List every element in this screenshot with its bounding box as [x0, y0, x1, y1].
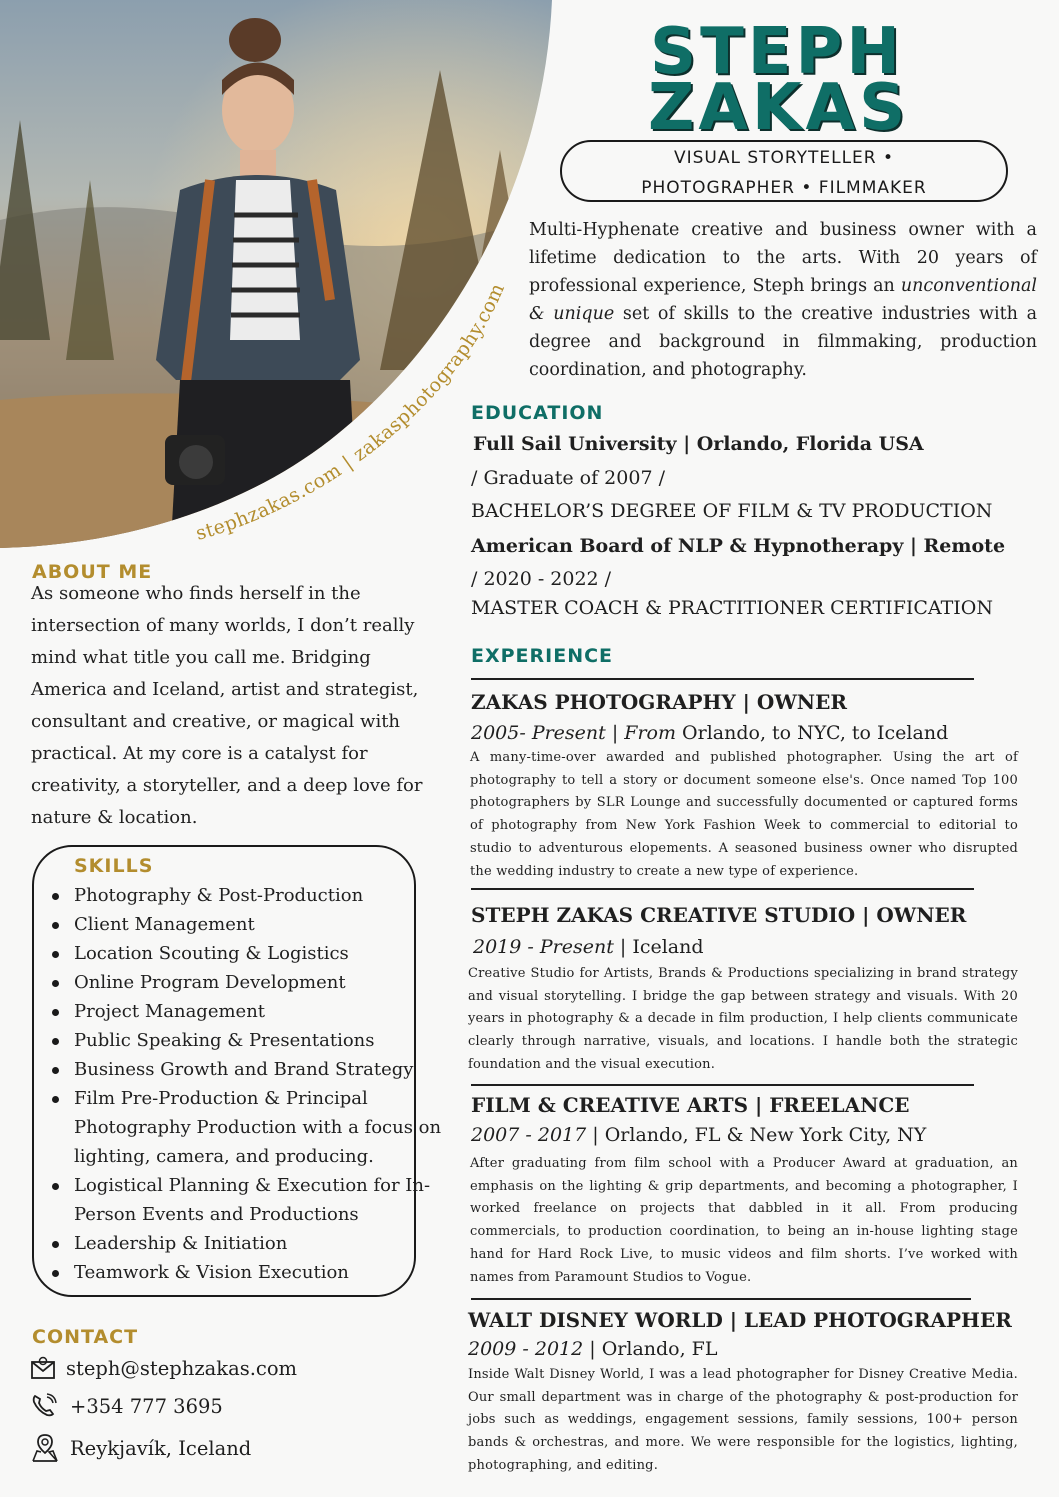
job-title-1: ZAKAS PHOTOGRAPHY | OWNER — [471, 690, 847, 714]
contact-phone-row — [30, 1393, 223, 1419]
job-dates-3: 2007 - 2017 — [471, 1124, 587, 1146]
tagline-line-1: VISUAL STORYTELLER • — [673, 148, 895, 168]
map-pin-icon — [30, 1433, 60, 1463]
job-title-4: WALT DISNEY WORLD | LEAD PHOTOGRAPHER — [468, 1308, 1012, 1332]
education-dates-1: / Graduate of 2007 / — [471, 467, 665, 489]
skill-item: Business Growth and Brand Strategy — [74, 1055, 442, 1084]
about-heading: ABOUT ME — [32, 561, 153, 583]
divider — [471, 1298, 971, 1300]
job-sep-2: | — [613, 936, 633, 958]
job-meta-4 — [468, 1338, 717, 1360]
about-text: As someone who finds herself in the intersection of many worlds, I don’t really mind what title you call me. Bridging America and Iceland, artist and strategist, consultant and creative, or magical with practical. At my core is a catalyst for creativity, a storyteller, and a deep love for nature & location. — [31, 583, 423, 828]
divider — [471, 678, 974, 680]
skills-list — [44, 881, 442, 1287]
contact-location: Reykjavík, Iceland — [70, 1436, 252, 1460]
intro-paragraph — [529, 216, 1037, 384]
skill-item: Client Management — [74, 910, 442, 939]
tagline-pill — [560, 140, 1008, 202]
job-location-3: Orlando, FL & New York City, NY — [604, 1124, 927, 1146]
contact-phone[interactable]: +354 777 3695 — [70, 1394, 223, 1418]
education-school-2: American Board of NLP & Hypnotherapy | Remote — [471, 535, 1006, 557]
contact-email-row — [30, 1356, 297, 1380]
skill-item: Logistical Planning & Execution for In-Person Events and Productions — [74, 1171, 442, 1229]
skills-heading: SKILLS — [74, 855, 154, 877]
skill-item: Film Pre-Production & Principal Photography Production with a focus on lighting, camera, and producing. — [74, 1084, 442, 1171]
education-degree-2: MASTER COACH & PRACTITIONER CERTIFICATION — [471, 597, 993, 619]
skill-item: Leadership & Initiation — [74, 1229, 442, 1258]
education-heading: EDUCATION — [471, 402, 604, 424]
job-sep-1: | — [605, 722, 625, 744]
contact-email[interactable]: steph@stephzakas.com — [66, 1356, 298, 1380]
skill-item: Online Program Development — [74, 968, 442, 997]
job-meta-2 — [473, 936, 704, 958]
skill-item: Photography & Post-Production — [74, 881, 442, 910]
tagline-line-2: PHOTOGRAPHER • FILMMAKER — [641, 178, 927, 198]
job-dates-4: 2009 - 2012 — [468, 1338, 584, 1360]
name-last: ZAKAS — [648, 71, 910, 145]
divider — [471, 1084, 974, 1086]
website-arc-text: stephzakas.com | zakasphotography.com — [193, 279, 510, 545]
education-dates-2: / 2020 - 2022 / — [471, 568, 612, 590]
job-meta-1 — [471, 722, 948, 744]
skill-item: Public Speaking & Presentations — [74, 1026, 442, 1055]
contact-heading: CONTACT — [32, 1326, 139, 1348]
job-dates-2: 2019 - Present — [473, 936, 614, 958]
education-school-1: Full Sail University | Orlando, Florida USA — [473, 433, 924, 455]
job-sep-4: | — [583, 1338, 602, 1360]
education-degree-1: BACHELOR’S DEGREE OF FILM & TV PRODUCTION — [471, 500, 993, 522]
job-dates-1: 2005- Present — [471, 722, 606, 744]
job-meta-3 — [471, 1124, 926, 1146]
job-title-2: STEPH ZAKAS CREATIVE STUDIO | OWNER — [471, 903, 967, 927]
intro-emphasis: unconventional & unique — [529, 276, 1037, 324]
skill-item: Teamwork & Vision Execution — [74, 1258, 442, 1287]
experience-heading: EXPERIENCE — [471, 645, 614, 667]
contact-location-row — [30, 1433, 251, 1463]
name-first: STEPH — [650, 15, 904, 89]
skill-item: Project Management — [74, 997, 442, 1026]
job-description-3: After graduating from film school with a Producer Award at graduation, an emphasis on the lighting & grip departments, and becoming a photographer, I worked freelance on projects that dabbled in it all. From producing commercials, to production coordination, to being an in-house lighting stage hand for Hard Rock Live, to music videos and film shorts. I’ve worked with names from Paramount Studios to Vogue. — [470, 1156, 1018, 1285]
job-from-1: From — [624, 722, 677, 744]
job-sep-3: | — [586, 1124, 605, 1146]
job-description-4: Inside Walt Disney World, I was a lead photographer for Disney Creative Media. Our small department was in charge of the photography & post-production for jobs such as weddings, engagement sessions, family sessions, 100+ person bands & orchestras, and more. We were responsible for the logistics, lighting, photographing, and editing. — [468, 1367, 1018, 1473]
job-location-2: Iceland — [632, 936, 704, 958]
job-title-3: FILM & CREATIVE ARTS | FREELANCE — [471, 1093, 910, 1117]
skill-item: Location Scouting & Logistics — [74, 939, 442, 968]
job-location-1: Orlando, to NYC, to Iceland — [676, 722, 949, 744]
job-description-1: A many-time-over awarded and published photographer. Using the art of photography to tell a story or document someone else's. Once named Top 100 photographers by SLR Lounge and successfully documented or captured forms of photography from New York Fashion Week to commercial to editorial to studio to adventurous elopements. A seasoned business owner who disrupted the wedding industry to create a new type of experience. — [470, 750, 1018, 879]
mail-icon — [30, 1356, 56, 1380]
intro-part-1: Multi-Hyphenate creative and business owner with a lifetime dedication to the arts. With 20 years of professional experience, Steph brings an — [529, 220, 1037, 296]
intro-part-2: set of skills to the creative industries with a degree and background in filmmaking, production coordination, and photography. — [529, 304, 1038, 380]
phone-icon — [30, 1393, 60, 1419]
divider — [471, 888, 974, 890]
job-location-4: Orlando, FL — [601, 1338, 718, 1360]
job-description-2: Creative Studio for Artists, Brands & Productions specializing in brand strategy and visual storytelling. I bridge the gap between strategy and visuals. With 20 years in photography & a decade in film production, I help clients communicate clearly through narrative, visuals, and locations. I handle both the strategic foundation and the visual execution. — [468, 966, 1018, 1072]
